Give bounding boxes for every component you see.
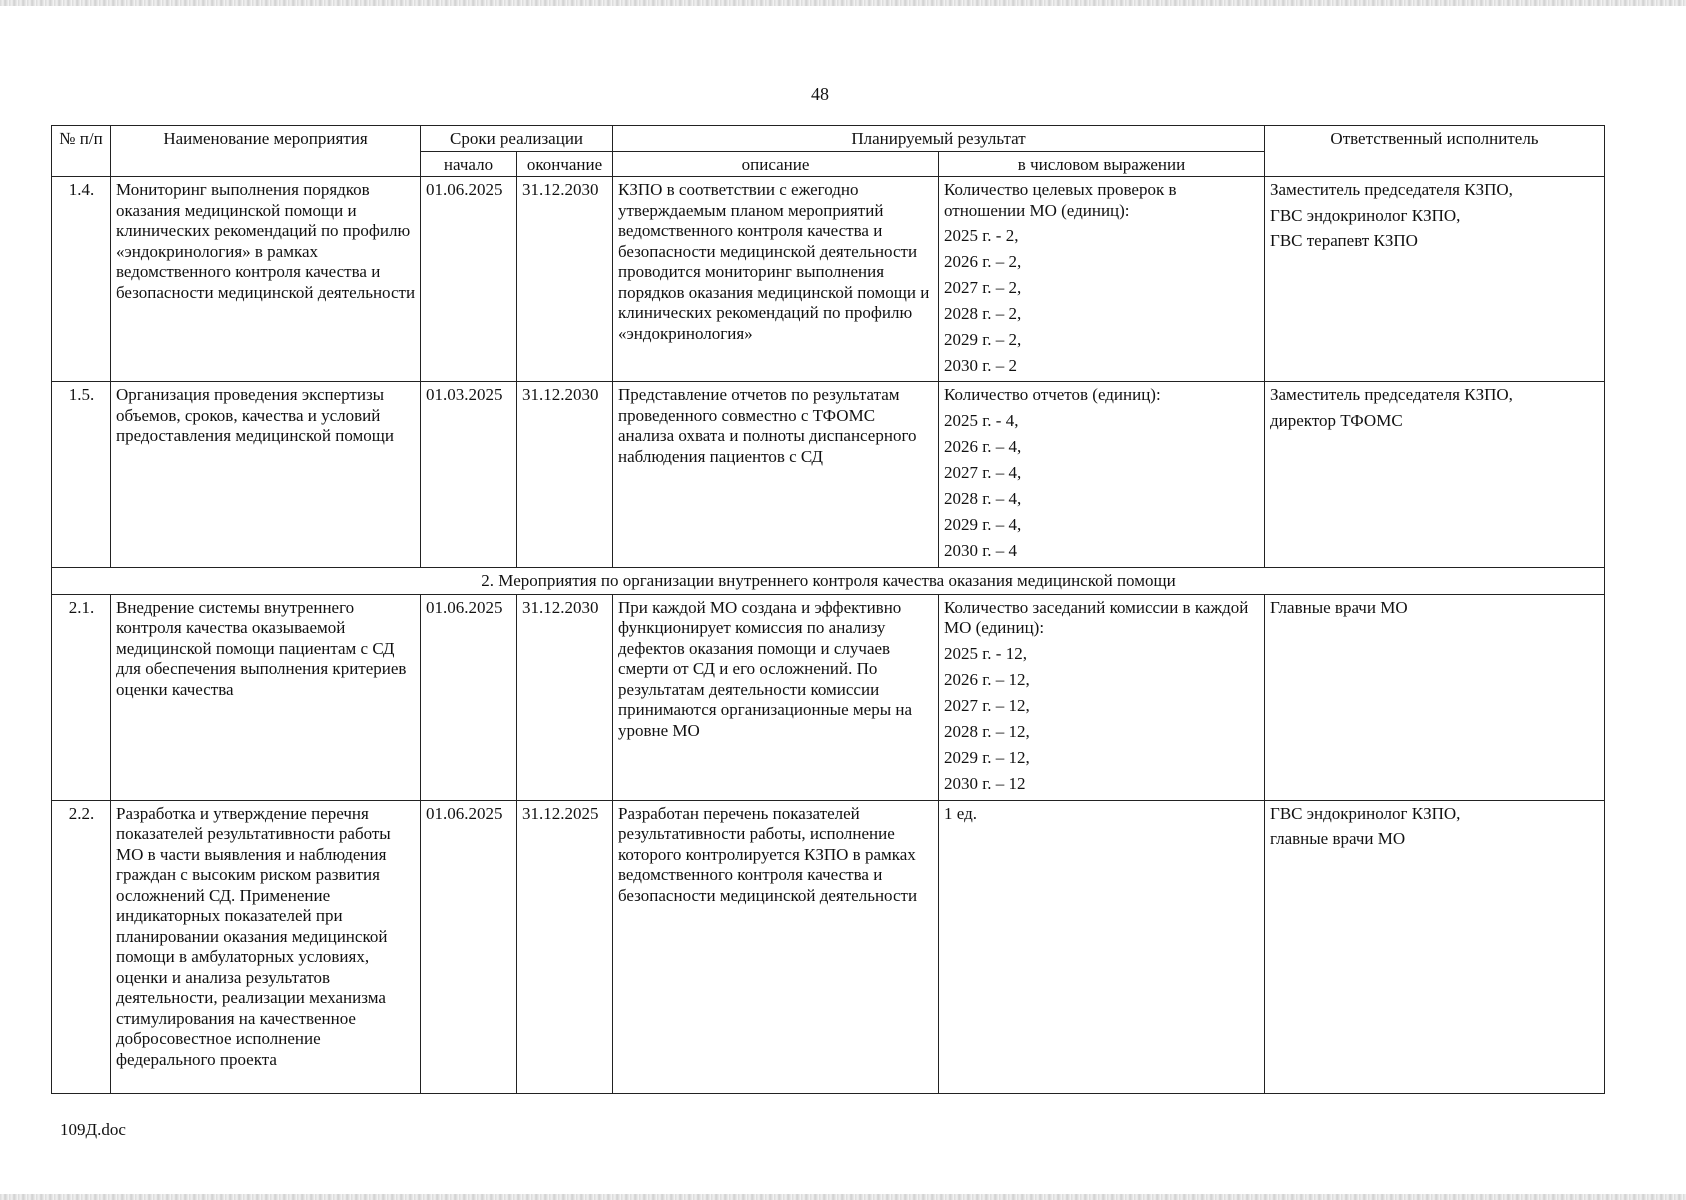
activity-name: Разработка и утверждение перечня показателей результативности работы МО в части выявления и наблюдения граждан с высоким риском развития осложнений СД. Применение индикаторных показателей при планировании оказания медицинской помощи в амбулаторных условиях, оценки и анализа результатов деятельности, реализации механизма стимулирования на качественное добросовестное исполнение федерального проекта	[111, 800, 421, 1093]
row-number: 2.1.	[52, 594, 111, 800]
row-number: 1.4.	[52, 177, 111, 382]
numeric-title: Количество отчетов (единиц):	[944, 385, 1161, 404]
responsible-executor	[1265, 177, 1605, 382]
responsible-executor	[1265, 594, 1605, 800]
numeric-title: Количество заседаний комиссии в каждой МО (единиц):	[944, 597, 1249, 637]
start-date: 01.03.2025	[421, 382, 517, 568]
end-date: 31.12.2030	[517, 177, 613, 382]
responsible-line: Заместитель председателя КЗПО,	[1270, 385, 1513, 404]
numeric-value: 2029 г. – 12,	[944, 747, 1030, 767]
numeric-value: 2025 г. - 4,	[944, 410, 1019, 430]
numeric-value: 2030 г. – 12	[944, 773, 1026, 793]
responsible-line: ГВС эндокринолог КЗПО,	[1270, 803, 1461, 823]
scan-edge-bottom	[0, 1194, 1686, 1200]
header-responsible: Ответственный исполнитель	[1265, 126, 1605, 177]
result-numeric	[939, 800, 1265, 1093]
start-date: 01.06.2025	[421, 177, 517, 382]
scan-edge-top	[0, 0, 1686, 6]
numeric-value: 2028 г. – 12,	[944, 721, 1030, 741]
end-date: 31.12.2030	[517, 594, 613, 800]
table-row	[52, 177, 1605, 382]
numeric-value: 2028 г. – 4,	[944, 488, 1022, 508]
numeric-value: 2026 г. – 12,	[944, 669, 1030, 689]
result-description: Разработан перечень показателей результативности работы, исполнение которого контролируется КЗПО в рамках ведомственного контроля качества и безопасности медицинской деятельности	[613, 800, 939, 1093]
numeric-title: 1 ед.	[944, 803, 977, 823]
table-row	[52, 594, 1605, 800]
responsible-line: ГВС терапевт КЗПО	[1270, 231, 1418, 250]
row-number: 1.5.	[52, 382, 111, 568]
numeric-value: 2029 г. – 2,	[944, 330, 1022, 349]
numeric-value: 2026 г. – 4,	[944, 436, 1022, 456]
plan-table	[51, 125, 1605, 1094]
responsible-line: Заместитель председателя КЗПО,	[1270, 180, 1513, 199]
result-description: При каждой МО создана и эффективно функционирует комиссия по анализу дефектов оказания помощи и случаев смерти от СД и его осложнений. По результатам деятельности комиссии принимаются организационные меры на уровне МО	[613, 594, 939, 800]
responsible-executor	[1265, 382, 1605, 568]
result-numeric	[939, 382, 1265, 568]
header-start: начало	[421, 151, 517, 177]
end-date: 31.12.2025	[517, 800, 613, 1093]
numeric-value: 2030 г. – 4	[944, 540, 1018, 560]
responsible-line: главные врачи МО	[1270, 829, 1406, 848]
responsible-line: директор ТФОМС	[1270, 410, 1403, 430]
activity-name: Организация проведения экспертизы объемов, сроков, качества и условий предоставления медицинской помощи	[111, 382, 421, 568]
header-end: окончание	[517, 151, 613, 177]
result-description: Представление отчетов по результатам проведенного совместно с ТФОМС анализа охвата и полноты диспансерного наблюдения пациентов с СД	[613, 382, 939, 568]
activity-name: Внедрение системы внутреннего контроля качества оказываемой медицинской помощи пациентам с СД для обеспечения выполнения критериев оценки качества	[111, 594, 421, 800]
numeric-value: 2025 г. - 12,	[944, 643, 1027, 663]
numeric-value: 2030 г. – 2	[944, 356, 1018, 375]
numeric-value: 2028 г. – 2,	[944, 304, 1022, 323]
numeric-value: 2029 г. – 4,	[944, 514, 1022, 534]
header-result: Планируемый результат	[613, 126, 1265, 152]
header-num: № п/п	[52, 126, 111, 177]
header-numeric: в числовом выражении	[939, 151, 1265, 177]
row-number: 2.2.	[52, 800, 111, 1093]
start-date: 01.06.2025	[421, 800, 517, 1093]
section-title: 2. Мероприятия по организации внутреннего контроля качества оказания медицинской помощи	[52, 568, 1605, 595]
header-name: Наименование мероприятия	[111, 126, 421, 177]
responsible-executor	[1265, 800, 1605, 1093]
numeric-value: 2027 г. – 2,	[944, 278, 1022, 297]
activity-name: Мониторинг выполнения порядков оказания медицинской помощи и клинических рекомендаций по профилю «эндокринология» в рамках ведомственного контроля качества и безопасности медицинской деятельности	[111, 177, 421, 382]
numeric-title: Количество целевых проверок в отношении МО (единиц):	[944, 180, 1177, 220]
numeric-value: 2027 г. – 4,	[944, 462, 1022, 482]
responsible-line: ГВС эндокринолог КЗПО,	[1270, 205, 1461, 225]
result-description: КЗПО в соответствии с ежегодно утверждаемым планом мероприятий ведомственного контроля качества и безопасности медицинской деятельности проводится мониторинг выполнения порядков оказания медицинской помощи и клинических рекомендаций по профилю «эндокринология»	[613, 177, 939, 382]
table-row	[52, 382, 1605, 568]
start-date: 01.06.2025	[421, 594, 517, 800]
result-numeric	[939, 594, 1265, 800]
header-terms: Сроки реализации	[421, 126, 613, 152]
document-filename: 109Д.doc	[60, 1120, 126, 1139]
numeric-value: 2027 г. – 12,	[944, 695, 1030, 715]
end-date: 31.12.2030	[517, 382, 613, 568]
page-number: 48	[811, 84, 829, 104]
responsible-line: Главные врачи МО	[1270, 597, 1408, 617]
header-description: описание	[613, 151, 939, 177]
table-row	[52, 800, 1605, 1093]
numeric-value: 2026 г. – 2,	[944, 252, 1022, 271]
result-numeric	[939, 177, 1265, 382]
section-row	[52, 568, 1605, 595]
header-row-1	[52, 126, 1605, 152]
numeric-value: 2025 г. - 2,	[944, 226, 1019, 245]
